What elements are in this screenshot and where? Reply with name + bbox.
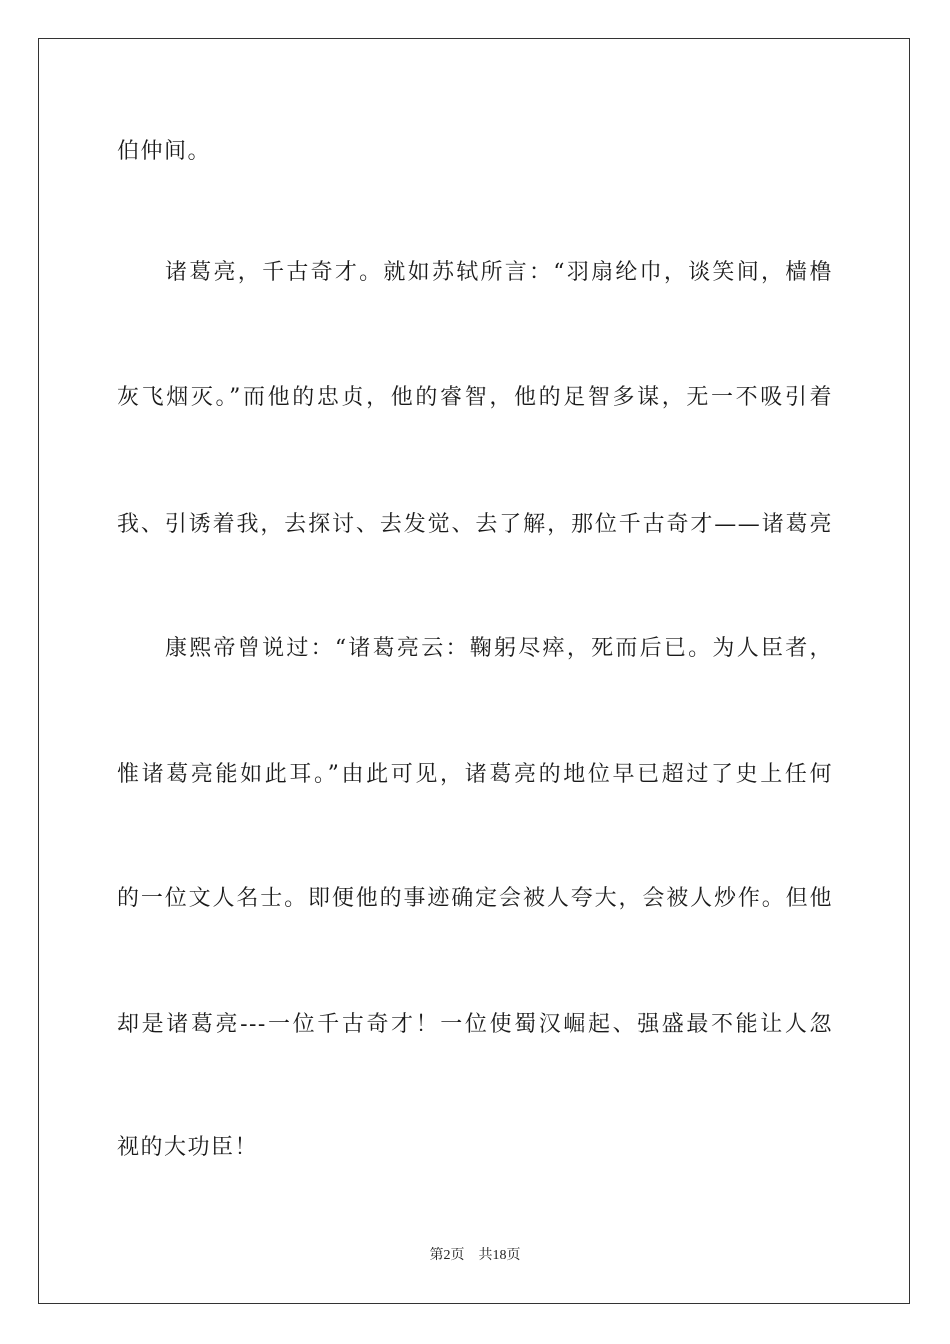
page-border xyxy=(38,38,910,1304)
page-footer xyxy=(0,1247,950,1265)
paragraph-line-8: 却是诸葛亮---一位千古奇才！一位使蜀汉崛起、强盛最不能让人忽 xyxy=(117,1012,833,1037)
page-number: 第2页 xyxy=(429,1248,465,1263)
paragraph-line-9: 视的大功臣！ xyxy=(117,1135,259,1160)
paragraph-line-5: 康熙帝曾说过：“诸葛亮云：鞠躬尽瘁，死而后已。为人臣者， xyxy=(165,636,833,661)
page-total: 共18页 xyxy=(478,1248,521,1263)
paragraph-line-1: 伯仲间。 xyxy=(117,139,212,164)
paragraph-line-4: 我、引诱着我，去探讨、去发觉、去了解，那位千古奇才——诸葛亮 xyxy=(117,512,833,537)
paragraph-line-2: 诸葛亮，千古奇才。就如苏轼所言：“羽扇纶巾，谈笑间，樯橹 xyxy=(165,260,833,285)
paragraph-line-7: 的一位文人名士。即便他的事迹确定会被人夸大，会被人炒作。但他 xyxy=(117,886,833,911)
paragraph-line-3: 灰飞烟灭。”而他的忠贞，他的睿智，他的足智多谋，无一不吸引着 xyxy=(117,385,833,410)
paragraph-line-6: 惟诸葛亮能如此耳。”由此可见，诸葛亮的地位早已超过了史上任何 xyxy=(117,762,833,787)
